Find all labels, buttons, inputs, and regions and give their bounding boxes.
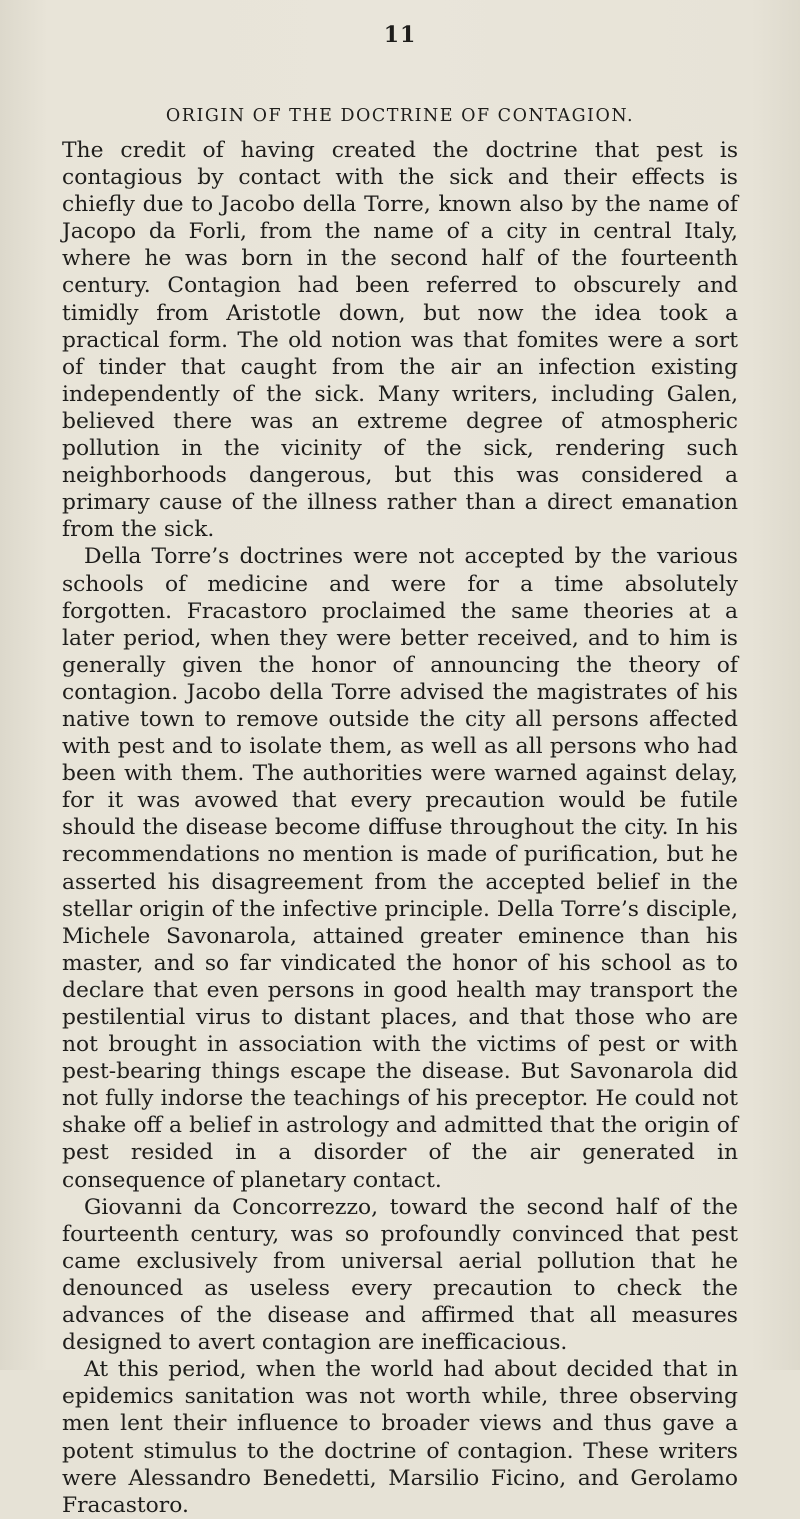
page-heading: ORIGIN OF THE DOCTRINE OF CONTAGION. <box>165 106 635 126</box>
page-number: 11 <box>383 22 417 48</box>
paragraph-4: At this period, when the world had about decided that in epidemics sanitation was not worth while, three observing men lent their influence to broader views and thus gave a potent stimulus to the doctrine of contagion. These writers were Alessandro Benedetti, Marsilio Ficino, and Gerolamo Fracastoro. <box>62 1357 738 1518</box>
body-text <box>62 137 738 1519</box>
paragraph-2: Della Torre’s doctrines were not accepted by the various schools of medicine and were for a time absolutely forgotten. Fracastoro proclaimed the same theories at a later period, when they were better received, and to him is generally given the honor of announcing the theory of contagion. Jacobo della Torre advised the magistrates of his native town to remove outside the city all persons affected with pest and to isolate them, as well as all persons who had been with them. The authorities were warned against delay, for it was avowed that every precaution would be futile should the disease become diffuse throughout the city. In his recommendations no mention is made of purification, but he asserted his disagreement from the accepted belief in the stellar origin of the infective principle. Della Torre’s disciple, Michele Savonarola, attained greater eminence than his master, and so far vindicated the honor of his school as to declare that even persons in good health may transport the pestilential virus to distant places, and that those who are not brought in association with the victims of pest or with pest-bearing things escape the disease. But Savonarola did not fully indorse the teachings of his preceptor. He could not shake off a belief in astrology and admitted that the origin of pest resided in a disorder of the air generated in consequence of planetary contact. <box>62 544 738 1193</box>
paragraph-3: Giovanni da Concorrezzo, toward the second half of the fourteenth century, was so profoundly convinced that pest came exclusively from universal aerial pollution that he denounced as useless every precaution to check the advances of the disease and affirmed that all measures designed to avert contagion are inefficacious. <box>62 1194 738 1356</box>
paragraph-1: The credit of having created the doctrine that pest is contagious by contact with the sick and their effects is chiefly due to Jacobo della Torre, known also by the name of Jacopo da Forli, from the name of a city in central Italy, where he was born in the second half of the fourteenth century. Contagion had been referred to obscurely and timidly from Aristotle down, but now the idea took a practical form. The old notion was that fomites were a sort of tinder that caught from the air an infection existing independently of the sick. Many writers, including Galen, believed there was an extreme degree of atmospheric pollution in the vicinity of the sick, rendering such neighborhoods dangerous, but this was considered a primary cause of the illness rather than a direct emanation from the sick. <box>62 138 738 543</box>
